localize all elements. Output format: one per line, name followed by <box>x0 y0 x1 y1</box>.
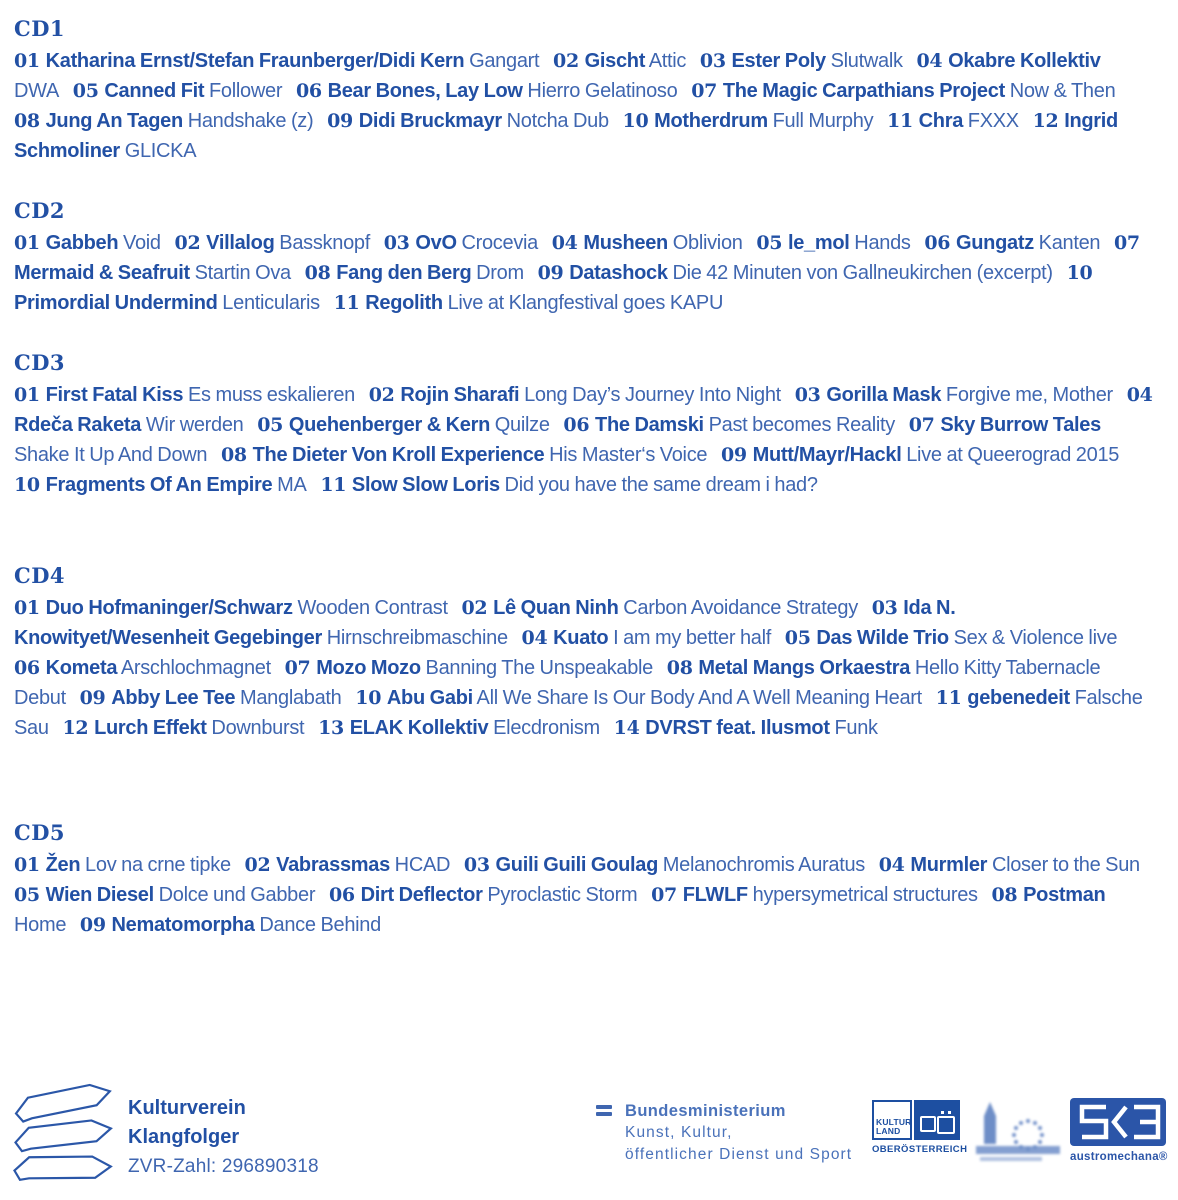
track-title: Lov na crne tipke <box>85 854 231 876</box>
track-artist: Nematomorpha <box>111 914 255 936</box>
track <box>175 232 370 254</box>
track <box>14 474 307 496</box>
track <box>553 50 686 72</box>
track-number: 01 <box>14 232 40 254</box>
track-number: 07 <box>284 657 311 679</box>
track <box>721 444 1119 466</box>
kulturverein-name: Kulturverein <box>128 1097 246 1119</box>
track <box>245 854 451 876</box>
track <box>329 884 637 906</box>
track-artist: Ida N. Knowityet/Wesenheit Gegebinger <box>14 597 956 649</box>
track-artist: Fragments Of An Empire <box>45 474 273 496</box>
track-artist: First Fatal Kiss <box>45 384 184 406</box>
track <box>563 414 895 436</box>
track <box>62 717 304 739</box>
track-title: Slutwalk <box>830 50 903 72</box>
track <box>334 292 724 314</box>
track-title: Closer to the Sun <box>991 854 1140 876</box>
track-artist: Gabbeh <box>45 232 119 254</box>
track <box>522 627 771 649</box>
ske-glyphs-logo <box>1070 1098 1166 1146</box>
ministry-text <box>625 1100 852 1166</box>
track-artist: Gorilla Mask <box>826 384 942 406</box>
track-title: I am my better half <box>613 627 772 649</box>
track-title: Live at Queerograd 2015 <box>906 444 1120 466</box>
cd-section <box>14 16 1154 166</box>
track-title: Oblivion <box>672 232 743 254</box>
ministry-dept-1: Kunst, Kultur, <box>625 1124 733 1141</box>
track-number: 08 <box>991 884 1018 906</box>
blurred-city-emblem-logo <box>970 1100 1066 1171</box>
track-title: MA <box>277 474 307 496</box>
track-artist: Abu Gabi <box>386 687 473 709</box>
track-artist: Chra <box>918 110 964 132</box>
track-artist: The Magic Carpathians Project <box>722 80 1005 102</box>
track-number: 07 <box>1114 232 1140 254</box>
track-number: 06 <box>295 80 322 102</box>
track-number: 05 <box>72 80 99 102</box>
track-artist: Ester Poly <box>731 50 826 72</box>
ministry-dept-2: öffentlicher Dienst und Sport <box>625 1146 853 1163</box>
track-number: 10 <box>1066 262 1093 284</box>
kulturland-oo-glyph <box>914 1100 960 1140</box>
track-number: 09 <box>327 110 353 132</box>
cd-section <box>14 198 1154 318</box>
tracklist <box>14 228 1154 318</box>
track-artist: Canned Fit <box>104 80 205 102</box>
track <box>14 657 271 679</box>
track-number: 04 <box>1126 384 1153 406</box>
track-artist: Jung An Tagen <box>45 110 183 132</box>
track-artist: DVRST feat. Ilusmot <box>645 717 830 739</box>
track-title: Follower <box>209 80 283 102</box>
track-title: Crocevia <box>461 232 538 254</box>
track-title: Hierro Gelatinoso <box>527 80 678 102</box>
track-number: 02 <box>553 50 579 72</box>
track <box>552 232 743 254</box>
track-artist: Didi Bruckmayr <box>358 110 502 132</box>
track-title: FXXX <box>967 110 1019 132</box>
track-number: 11 <box>333 292 360 314</box>
track-title: GLICKA <box>124 140 197 162</box>
track <box>887 110 1019 132</box>
kulturland-region-label: OBERÖSTERREICH <box>872 1144 968 1155</box>
track-artist: Kometa <box>45 657 118 679</box>
track-number: 03 <box>794 384 821 406</box>
track <box>318 717 600 739</box>
ministry-name: Bundesministerium <box>625 1102 786 1120</box>
track-title: Hands <box>854 232 911 254</box>
track-artist: Duo Hofmaninger/Schwarz <box>45 597 293 619</box>
kulturland-wordmark <box>872 1100 912 1140</box>
track-number: 04 <box>916 50 943 72</box>
cd-label: CD5 <box>14 820 66 845</box>
track-title: Shake It Up And Down <box>14 444 208 466</box>
track-number: 02 <box>368 384 395 406</box>
track-artist: Motherdrum <box>654 110 768 132</box>
track-title: Void <box>123 232 161 254</box>
track-title: Dolce und Gabber <box>158 884 316 906</box>
track-title: Notcha Dub <box>506 110 609 132</box>
track-artist: OvO <box>415 232 457 254</box>
track-artist: Primordial Undermind <box>14 292 218 314</box>
track-artist: The Dieter Von Kroll Experience <box>252 444 545 466</box>
track <box>355 687 922 709</box>
track-artist: Lurch Effekt <box>94 717 207 739</box>
track-title: Carbon Avoidance Strategy <box>623 597 858 619</box>
track-title: Gangart <box>469 50 540 72</box>
track-title: Funk <box>834 717 878 739</box>
track-number: 05 <box>257 414 284 436</box>
track-number: 06 <box>563 414 590 436</box>
track-title: Manglabath <box>239 687 342 709</box>
track-title: His Master‘s Voice <box>549 444 708 466</box>
track-artist: Dirt Deflector <box>360 884 483 906</box>
track <box>651 884 978 906</box>
cd-label: CD2 <box>14 198 66 223</box>
track-number: 01 <box>14 50 40 72</box>
kulturverein-block <box>128 1094 319 1181</box>
track-artist: Fang den Berg <box>336 262 472 284</box>
kulturland-word-land: LAND <box>876 1126 901 1136</box>
track <box>924 232 1100 254</box>
track-number: 02 <box>244 854 271 876</box>
track-title: DWA <box>14 80 60 102</box>
track-artist: Mozo Mozo <box>316 657 421 679</box>
track-title: Did you have the same dream i had? <box>504 474 818 496</box>
track-title: Hirnschreibmaschine <box>326 627 508 649</box>
cd-section <box>14 820 1154 940</box>
tracklist <box>14 593 1154 743</box>
track <box>795 384 1113 406</box>
track-title: All We Share Is Our Body And A Well Meaning Heart <box>476 687 922 709</box>
track-number: 08 <box>14 110 40 132</box>
track <box>221 444 707 466</box>
track-artist: Quehenberger & Kern <box>288 414 490 436</box>
track-artist: Ingrid Schmoliner <box>14 110 1118 162</box>
track <box>614 717 878 739</box>
track-number: 10 <box>14 474 40 496</box>
track-artist: Mermaid & Seafruit <box>14 262 190 284</box>
track-artist: ELAK Kollektiv <box>349 717 489 739</box>
track <box>462 597 858 619</box>
tracklist <box>14 380 1154 500</box>
track <box>73 80 282 102</box>
track-title: Kanten <box>1038 232 1101 254</box>
track-title: Forgive me, Mother <box>945 384 1113 406</box>
track-artist: Sky Burrow Tales <box>940 414 1101 436</box>
track-number: 11 <box>935 687 962 709</box>
track-artist: Žen <box>45 854 81 876</box>
track-title: Banning The Unspeakable <box>425 657 654 679</box>
track-number: 10 <box>355 687 382 709</box>
track-number: 10 <box>622 110 649 132</box>
track <box>14 854 231 876</box>
track-number: 09 <box>79 687 106 709</box>
track-number: 03 <box>463 854 490 876</box>
track-title: HCAD <box>394 854 451 876</box>
track-number: 01 <box>14 854 40 876</box>
track-artist: gebenedeit <box>967 687 1070 709</box>
cd-label: CD3 <box>14 350 66 375</box>
track-artist: Rojin Sharafi <box>400 384 520 406</box>
klangfolger-name: Klangfolger <box>128 1126 240 1148</box>
track-title: Hello Kitty Tabernacle Debut <box>14 657 1101 709</box>
track <box>700 50 903 72</box>
track-number: 11 <box>320 474 347 496</box>
track-title: Attic <box>648 50 687 72</box>
track-number: 05 <box>756 232 783 254</box>
track <box>14 50 539 72</box>
kulturland-word-kultur: KULTUR <box>876 1117 912 1127</box>
austromechana-label: austromechana® <box>1070 1151 1168 1163</box>
track-title: Wooden Contrast <box>297 597 448 619</box>
track-title: Downburst <box>211 717 305 739</box>
track <box>320 474 817 496</box>
track <box>80 914 381 936</box>
track-title: Past becomes Reality <box>708 414 895 436</box>
ske-austromechana-logo <box>1070 1098 1166 1163</box>
track-artist: Postman <box>1023 884 1106 906</box>
track-number: 11 <box>887 110 913 132</box>
track-title: Arschlochmagnet <box>120 657 271 679</box>
ministry-block <box>596 1100 852 1166</box>
track-number: 01 <box>14 384 40 406</box>
track-artist: Gischt <box>584 50 646 72</box>
tracklist <box>14 850 1154 940</box>
track-artist: Katharina Ernst/Stefan Fraunberger/Didi Kern <box>45 50 465 72</box>
austria-flag-icon <box>596 1105 612 1166</box>
track-artist: Das Wilde Trio <box>816 627 949 649</box>
track <box>285 657 653 679</box>
cd-section <box>14 350 1154 500</box>
track-number: 05 <box>14 884 40 906</box>
track <box>879 854 1140 876</box>
track-title: Quilze <box>494 414 550 436</box>
track-artist: Villalog <box>206 232 275 254</box>
track-number: 02 <box>174 232 201 254</box>
track-artist: Guili Guili Goulag <box>495 854 659 876</box>
track <box>14 110 313 132</box>
track-artist: Bear Bones, Lay Low <box>327 80 523 102</box>
track <box>756 232 910 254</box>
track <box>80 687 342 709</box>
track-number: 05 <box>784 627 811 649</box>
track <box>14 384 355 406</box>
track-number: 06 <box>924 232 951 254</box>
track-number: 07 <box>651 884 677 906</box>
track-number: 07 <box>908 414 935 436</box>
track <box>14 232 161 254</box>
track <box>14 597 448 619</box>
track-number: 13 <box>318 717 344 739</box>
footer <box>0 1083 1178 1200</box>
track-title: Now & Then <box>1009 80 1116 102</box>
track <box>305 262 524 284</box>
track-title: Drom <box>476 262 524 284</box>
track-artist: Mutt/Mayr/Hackl <box>752 444 902 466</box>
kulturland-oberoesterreich-logo <box>872 1100 966 1155</box>
track-title: Es muss eskalieren <box>187 384 355 406</box>
klangfolger-arrows-logo <box>12 1083 116 1192</box>
track-artist: Murmler <box>910 854 988 876</box>
track-artist: Abby Lee Tee <box>111 687 236 709</box>
track-title: Wir werden <box>145 414 244 436</box>
track-number: 09 <box>537 262 564 284</box>
track-number: 08 <box>221 444 247 466</box>
track-artist: Okabre Kollektiv <box>948 50 1101 72</box>
track <box>691 80 1115 102</box>
track-artist: Wien Diesel <box>45 884 154 906</box>
track-number: 04 <box>551 232 578 254</box>
track-number: 01 <box>14 597 40 619</box>
track-number: 09 <box>720 444 747 466</box>
track-title: Startin Ova <box>194 262 291 284</box>
track-artist: Datashock <box>569 262 668 284</box>
track <box>327 110 609 132</box>
track <box>384 232 538 254</box>
track <box>14 884 315 906</box>
track-title: Pyroclastic Storm <box>487 884 638 906</box>
track-artist: FLWLF <box>682 884 748 906</box>
track-title: Die 42 Minuten von Gallneukirchen (excerpt) <box>672 262 1053 284</box>
track <box>785 627 1117 649</box>
track-artist: le_mol <box>787 232 850 254</box>
track <box>369 384 781 406</box>
track-title: Full Murphy <box>772 110 874 132</box>
track-title: Handshake (z) <box>187 110 314 132</box>
track <box>538 262 1053 284</box>
track-title: Sex & Violence live <box>953 627 1118 649</box>
cd-section <box>14 563 1154 743</box>
track <box>296 80 677 102</box>
track-title: hypersymetrical structures <box>752 884 978 906</box>
track-number: 02 <box>461 597 488 619</box>
track-artist: Regolith <box>365 292 443 314</box>
zvr-number: ZVR-Zahl: 296890318 <box>128 1156 319 1177</box>
track-number: 03 <box>383 232 410 254</box>
cd-label: CD4 <box>14 563 66 588</box>
track-title: Bassknopf <box>279 232 370 254</box>
track-number: 14 <box>613 717 640 739</box>
track <box>623 110 874 132</box>
track-number: 12 <box>1032 110 1059 132</box>
track-title: Lenticularis <box>222 292 320 314</box>
track-artist: Rdeča Raketa <box>14 414 142 436</box>
track-title: Home <box>14 914 67 936</box>
track-artist: Kuato <box>553 627 609 649</box>
track-number: 06 <box>328 884 355 906</box>
tracklist <box>14 46 1154 166</box>
track-number: 04 <box>521 627 548 649</box>
track-number: 08 <box>304 262 331 284</box>
track <box>257 414 549 436</box>
track-artist: Slow Slow Loris <box>351 474 500 496</box>
track-artist: Vabrassmas <box>276 854 390 876</box>
track-title: Falsche Sau <box>14 687 1143 739</box>
track-number: 03 <box>871 597 898 619</box>
track-title: Melanochromis Auratus <box>662 854 865 876</box>
track-number: 03 <box>699 50 726 72</box>
track-number: 04 <box>878 854 905 876</box>
track-artist: Lê Quan Ninh <box>493 597 619 619</box>
track-number: 09 <box>79 914 106 936</box>
track-artist: Gungatz <box>956 232 1034 254</box>
track-number: 12 <box>62 717 89 739</box>
track-artist: Musheen <box>583 232 668 254</box>
track-number: 06 <box>14 657 40 679</box>
track-number: 08 <box>666 657 693 679</box>
track-artist: Metal Mangs Orkaestra <box>698 657 911 679</box>
track-title: Long Day’s Journey Into Night <box>524 384 781 406</box>
track-number: 07 <box>691 80 718 102</box>
track-title: Dance Behind <box>259 914 381 936</box>
track-artist: The Damski <box>595 414 704 436</box>
cd-label: CD1 <box>14 16 66 41</box>
track-title: Live at Klangfestival goes KAPU <box>447 292 724 314</box>
track <box>464 854 865 876</box>
track-title: Elecdronism <box>493 717 600 739</box>
